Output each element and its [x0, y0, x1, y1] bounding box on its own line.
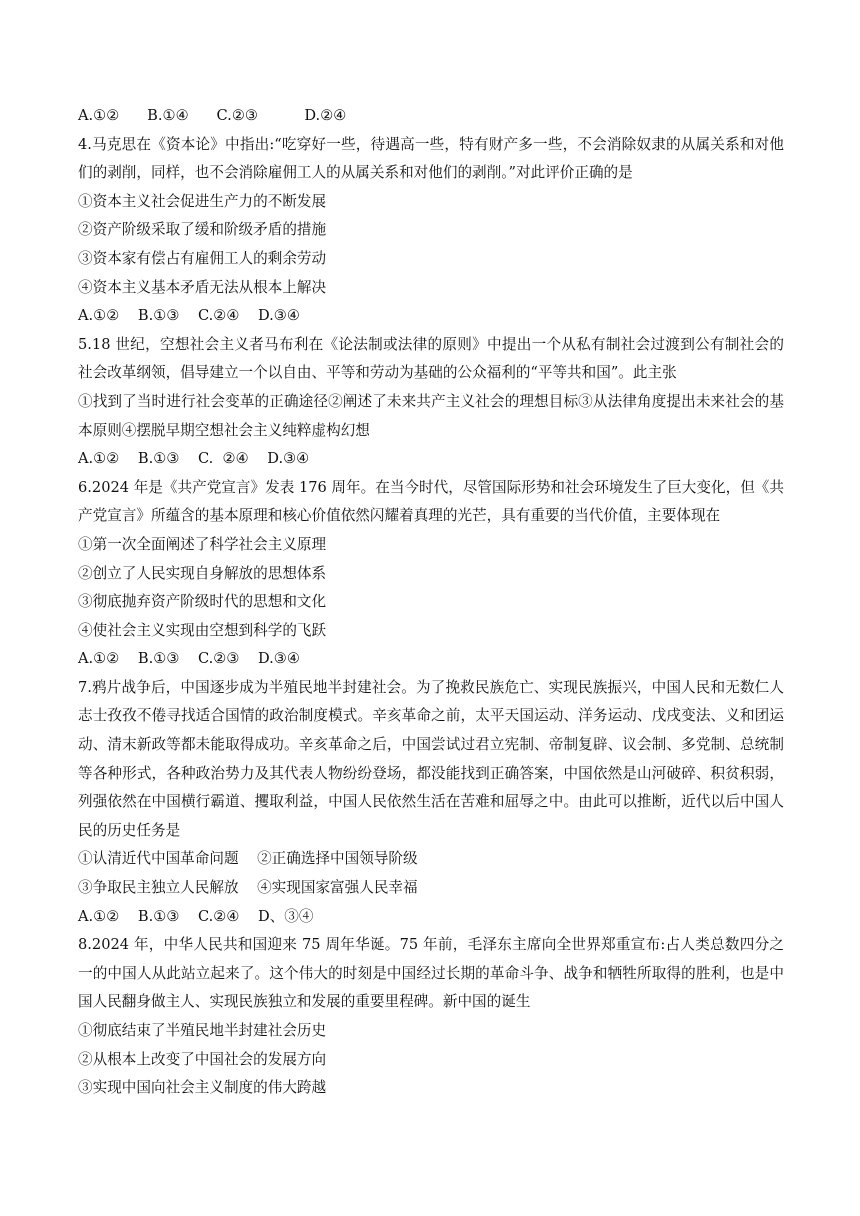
q7-answer-options: A.①② B.①③ C.②④ D、③④	[78, 907, 314, 925]
q7-statements-1-2: ①认清近代中国革命问题 ②正确选择中国领导阶级	[78, 850, 418, 868]
q6-statement-2: ②创立了人民实现自身解放的思想体系	[78, 564, 327, 582]
q7-statements-3-4: ③争取民主独立人民解放 ④实现国家富强人民幸福	[78, 879, 418, 897]
q5-stem: 5.18 世纪，空想社会主义者马布利在《论法制或法律的原则》中提出一个从私有制社会过渡到公有制社会的社会改革纲领，倡导建立一个以自由、平等和劳动为基础的公众福利的“平等共和国”。此主张	[78, 335, 784, 382]
q4-stem: 4.马克思在《资本论》中指出:“吃穿好一些，待遇高一些，特有财产多一些，不会消除奴隶的从属关系和对他们的剥削，同样，也不会消除雇佣工人的从属关系和对他们的剥削。”对此评价正确的是	[78, 135, 784, 182]
q4-statement-3: ③资本家有偿占有雇佣工人的剩余劳动	[78, 249, 327, 267]
q8-stem: 8.2024 年，中华人民共和国迎来 75 周年华诞。75 年前，毛泽东主席向全世界郑重宣布:占人类总数四分之一的中国人从此站立起来了。这个伟大的时刻是中国经过长期的革命斗争、战争和牺牲所取得的胜利，也是中国人民翻身做主人、实现民族独立和发展的重要里程碑。新中国的诞生	[78, 936, 784, 1011]
q8-statement-3: ③实现中国向社会主义制度的伟大跨越	[78, 1079, 327, 1097]
q7-stem: 7.鸦片战争后，中国逐步成为半殖民地半封建社会。为了挽救民族危亡、实现民族振兴，中国人民和无数仁人志士孜孜不倦寻找适合国情的政治制度模式。辛亥革命之前，太平天国运动、洋务运动、戊戌变法、义和团运动、清末新政等都未能取得成功。辛亥革命之后，中国尝试过君立宪制、帝制复辟、议会制、多党制、总统制等各种形式，各种政治势力及其代表人物纷纷登场，都没能找到正确答案，中国依然是山河破碎、积贫积弱，列强依然在中国横行霸道、攫取利益，中国人民依然生活在苦难和屈辱之中。由此可以推断，近代以后中国人民的历史任务是	[78, 678, 784, 839]
q3-answer-options: A.①② B.①④ C.②③ D.②④	[78, 107, 347, 124]
q4-statement-1: ①资本主义社会促进生产力的不断发展	[78, 192, 327, 210]
q4-statement-2: ②资产阶级采取了缓和阶级矛盾的措施	[78, 221, 327, 239]
q8-statement-2: ②从根本上改变了中国社会的发展方向	[78, 1050, 327, 1068]
q5-answer-options: A.①② B.①③ C. ②④ D.③④	[78, 450, 310, 468]
q8-statement-1: ①彻底结束了半殖民地半封建社会历史	[78, 1022, 327, 1039]
document-page	[78, 102, 784, 1103]
q6-statement-3: ③彻底抛弃资产阶级时代的思想和文化	[78, 593, 327, 611]
q5-statements: ①找到了当时进行社会变革的正确途径②阐述了未来共产主义社会的理想目标③从法律角度提出未来社会的基本原则④摆脱早期空想社会主义纯粹虚构幻想	[78, 392, 784, 439]
q6-statement-1: ①第一次全面阐述了科学社会主义原理	[78, 535, 327, 553]
q6-stem: 6.2024 年是《共产党宣言》发表 176 周年。在当今时代，尽管国际形势和社会环境发生了巨大变化，但《共产党宣言》所蕴含的基本原理和核心价值依然闪耀着真理的光芒，具有重要的当代价值，主要体现在	[78, 478, 784, 525]
q6-answer-options: A.①② B.①③ C.②③ D.③④	[78, 650, 300, 668]
q4-statement-4: ④资本主义基本矛盾无法从根本上解决	[78, 278, 327, 296]
q6-statement-4: ④使社会主义实现由空想到科学的飞跃	[78, 621, 327, 639]
q4-answer-options: A.①② B.①③ C.②④ D.③④	[78, 307, 300, 325]
